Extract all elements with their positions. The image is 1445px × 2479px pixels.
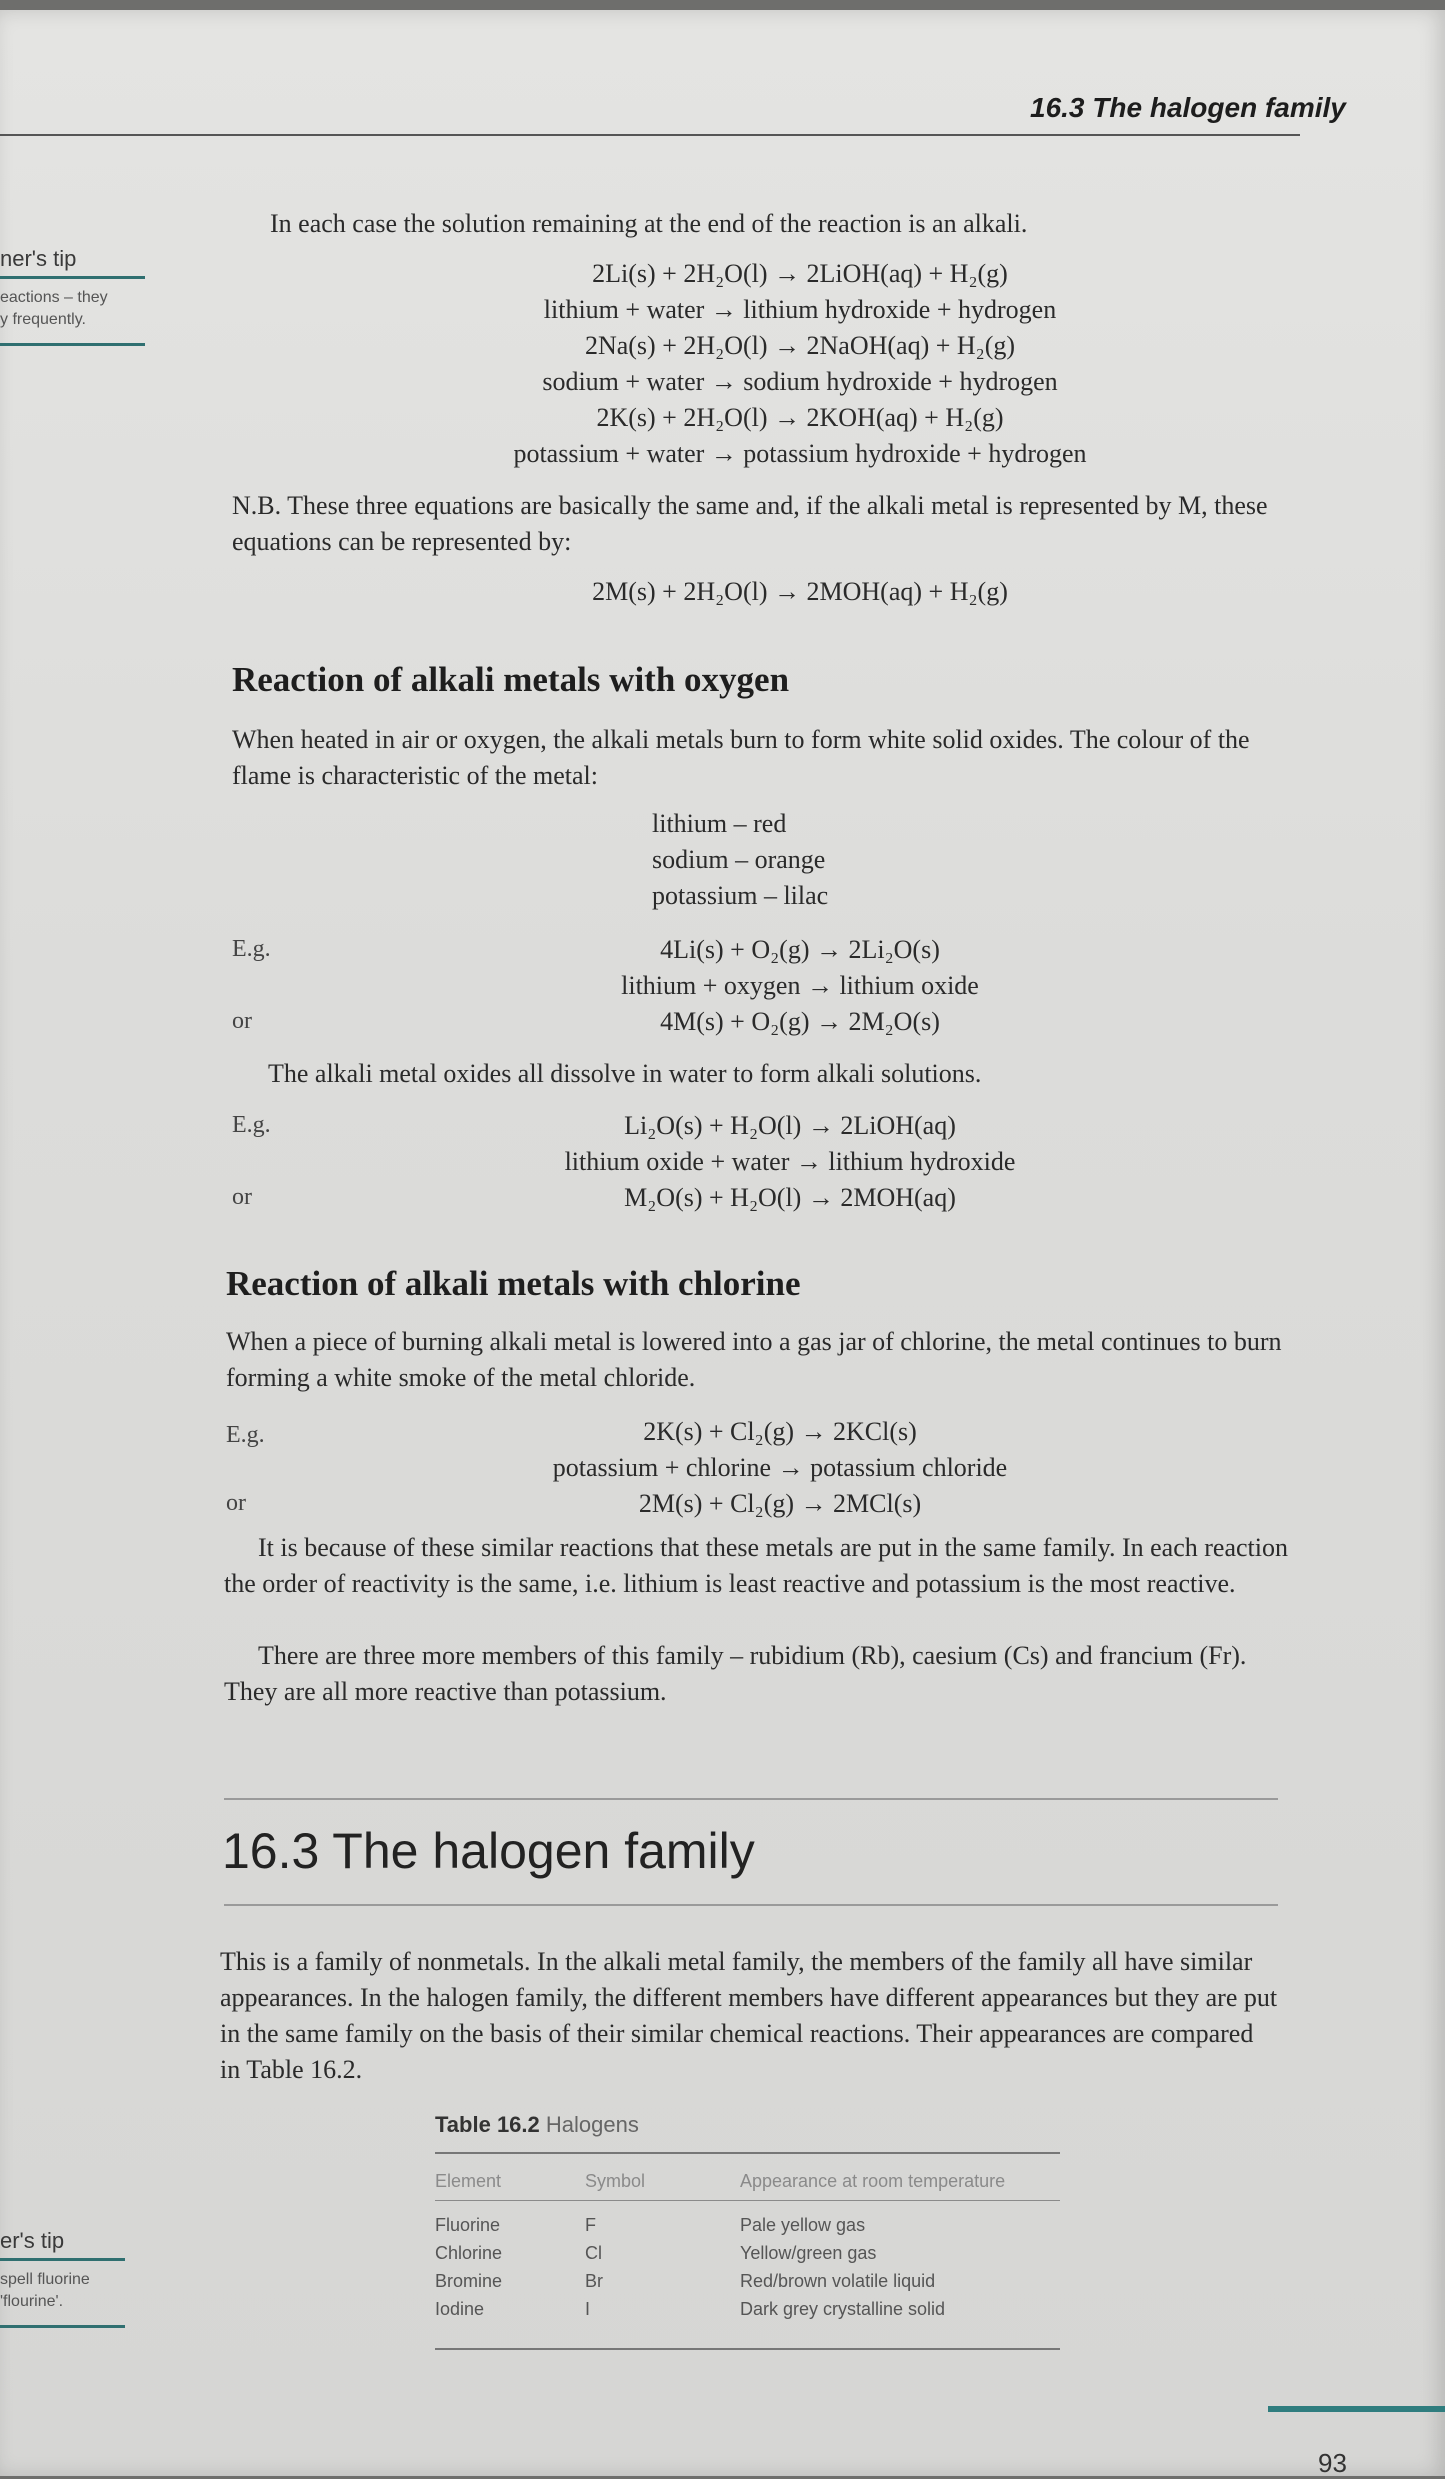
- general-equation: 2M(s) + 2H₂O(l) → 2MOH(aq) + H₂(g): [592, 577, 1008, 606]
- flame-colour-item: sodium – orange: [652, 845, 826, 874]
- equation-words: potassium + chlorine → potassium chloride: [552, 1453, 1008, 1482]
- book-page: [0, 10, 1445, 2476]
- water-equations: [440, 256, 1160, 472]
- chlorine-paragraph-2: There are three more members of this family – rubidium (Rb), caesium (Cs) and francium (Fr). They are all more reactive than potassium.: [224, 1641, 1247, 1706]
- table-cell: Chlorine: [435, 2243, 503, 2263]
- equation-line: 4Li(s) + O₂(g) → 2Li₂O(s): [660, 935, 940, 964]
- running-head: 16.3 The halogen family: [1030, 92, 1346, 123]
- table-cell: Br: [585, 2271, 603, 2291]
- table-header-cell: Element: [435, 2165, 585, 2201]
- or-label: or: [226, 1490, 246, 1516]
- equation-words: lithium + oxygen → lithium oxide: [621, 971, 979, 1000]
- table-cell: Iodine: [435, 2299, 485, 2319]
- table-cell: Red/brown volatile liquid: [740, 2271, 936, 2291]
- table-header-cell: Appearance at room temperature: [740, 2165, 1060, 2201]
- table-caption-number: Table 16.2: [435, 2112, 540, 2137]
- table-row: [435, 2267, 1060, 2295]
- equation-words: lithium oxide + water → lithium hydroxide: [564, 1147, 1016, 1176]
- eg-label: E.g.: [226, 1422, 265, 1448]
- section-rule-top: [224, 1798, 1278, 1800]
- table-caption-name: Halogens: [545, 2112, 639, 2137]
- chlorine-text: When a piece of burning alkali metal is lowered into a gas jar of chlorine, the metal continues to burn forming a white smoke of the metal chloride.: [226, 1327, 1282, 1392]
- table-cell: Dark grey crystalline solid: [740, 2299, 946, 2319]
- table-cell: Pale yellow gas: [740, 2215, 866, 2235]
- table-row: [435, 2295, 1060, 2323]
- equation-line: 4M(s) + O₂(g) → 2M₂O(s): [660, 1007, 940, 1036]
- margin-tip-title: ner's tip: [0, 246, 77, 271]
- margin-tip-line: 'flourine'.: [0, 2293, 64, 2310]
- table-rule-top: [435, 2152, 1060, 2154]
- tip-rule: [0, 276, 145, 279]
- eg-label: E.g.: [232, 936, 271, 962]
- oxygen-text: When heated in air or oxygen, the alkali metals burn to form white solid oxides. The colour of the flame is characteristic of the metal:: [232, 725, 1250, 790]
- section-rule-bottom: [224, 1904, 1278, 1906]
- header-rule: [0, 134, 1300, 136]
- section-heading-chlorine: Reaction of alkali metals with chlorine: [226, 1264, 801, 1303]
- intro-text: In each case the solution remaining at the end of the reaction is an alkali.: [270, 209, 1028, 238]
- nb-text: N.B. These three equations are basically the same and, if the alkali metal is represented by M, these equations can be represented by:: [232, 491, 1268, 556]
- margin-tip-title: er's tip: [0, 2228, 65, 2253]
- page-number: 93: [1318, 2448, 1347, 2478]
- table-cell: I: [585, 2299, 591, 2319]
- table-rule-bottom: [435, 2348, 1060, 2350]
- equation-line: 2K(s) + 2H₂O(l) → 2KOH(aq) + H₂(g): [596, 403, 1004, 432]
- flame-colours: [652, 806, 828, 914]
- section-heading-halogen: 16.3 The halogen family: [222, 1823, 755, 1879]
- table-header-row: [435, 2165, 1060, 2201]
- equation-line: Li₂O(s) + H₂O(l) → 2LiOH(aq): [624, 1111, 956, 1140]
- table-cell: Cl: [585, 2243, 602, 2263]
- table-cell: Yellow/green gas: [740, 2243, 877, 2263]
- equation-line: M₂O(s) + H₂O(l) → 2MOH(aq): [624, 1183, 956, 1212]
- equation-line: 2K(s) + Cl₂(g) → 2KCl(s): [643, 1417, 917, 1446]
- table-cell: Fluorine: [435, 2215, 501, 2235]
- equation-line: potassium + water → potassium hydroxide + hydrogen: [513, 439, 1087, 468]
- flame-colour-item: potassium – lilac: [652, 881, 829, 910]
- tip-rule: [0, 343, 145, 346]
- chlorine-paragraph-1: It is because of these similar reactions that these metals are put in the same family. In each reaction the order of reactivity is the same, i.e. lithium is least reactive and potassium is the most reactive.: [224, 1533, 1288, 1598]
- equation-line: 2Na(s) + 2H₂O(l) → 2NaOH(aq) + H₂(g): [584, 331, 1016, 360]
- margin-tip-top: [0, 246, 145, 346]
- halogens-table: [435, 2165, 1060, 2323]
- or-label: or: [232, 1008, 252, 1034]
- margin-tip-line: spell fluorine: [0, 2271, 90, 2288]
- tip-rule: [0, 2325, 125, 2328]
- equation-line: sodium + water → sodium hydroxide + hydrogen: [542, 367, 1058, 396]
- table-row: [435, 2239, 1060, 2267]
- equation-line: 2Li(s) + 2H₂O(l) → 2LiOH(aq) + H₂(g): [592, 259, 1008, 288]
- table-cell: Bromine: [435, 2271, 503, 2291]
- margin-tip-line: eactions – they: [0, 289, 108, 306]
- eg-label: E.g.: [232, 1112, 271, 1138]
- halogen-text: This is a family of nonmetals. In the alkali metal family, the members of the family all have similar appearances. In the halogen family, the different members have different appearances but they are put in the same family on the basis of their similar chemical reactions. Their appearances are compared in Table 16.2.: [220, 1947, 1278, 2084]
- equation-line: lithium + water → lithium hydroxide + hydrogen: [543, 295, 1057, 324]
- margin-tip-line: y frequently.: [0, 311, 86, 328]
- equation-line: 2M(s) + Cl₂(g) → 2MCl(s): [638, 1489, 922, 1518]
- table-cell: F: [585, 2215, 596, 2235]
- table-caption: [435, 2112, 639, 2138]
- flame-colour-item: lithium – red: [652, 809, 787, 838]
- table-header-cell: Symbol: [585, 2165, 740, 2201]
- tip-rule: [0, 2258, 125, 2261]
- margin-tip-bottom: [0, 2228, 125, 2328]
- or-label: or: [232, 1184, 252, 1210]
- section-heading-oxygen: Reaction of alkali metals with oxygen: [232, 660, 790, 699]
- dissolve-text: The alkali metal oxides all dissolve in water to form alkali solutions.: [268, 1059, 982, 1088]
- table-row: [435, 2211, 1060, 2239]
- corner-accent-rule: [1268, 2406, 1445, 2412]
